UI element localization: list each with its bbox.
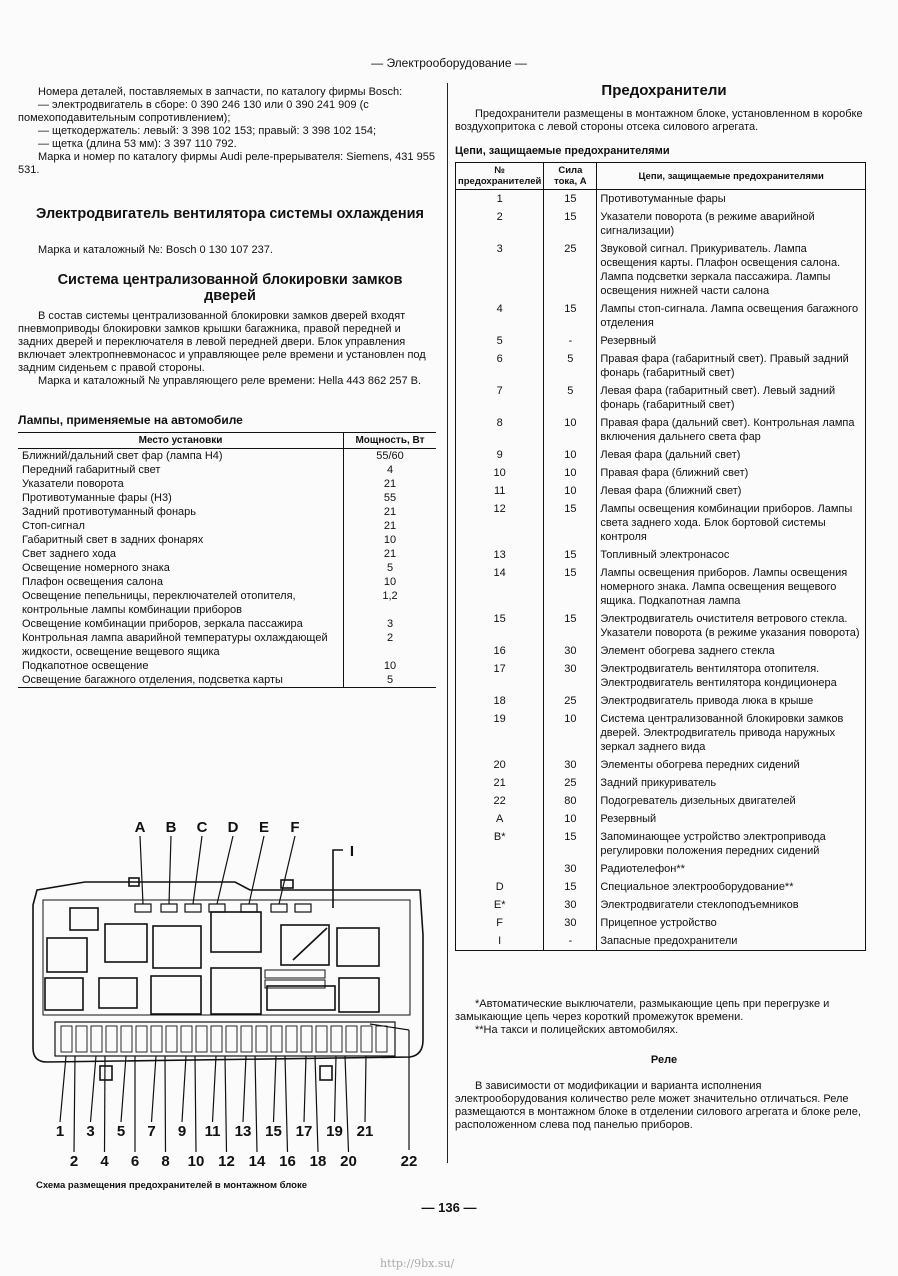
lamp-row: [18, 449, 436, 464]
parts-line: — щеткодержатель: левый: 3 398 102 153; правый: 3 398 102 154;: [38, 125, 377, 137]
diagram-label: B: [165, 819, 177, 836]
diagram-label: 12: [218, 1153, 235, 1170]
leader-line: [121, 1056, 126, 1122]
lamp-power: 10: [383, 534, 397, 546]
diagram-label: E: [258, 819, 270, 836]
lamp-place: Освещение пепельницы, переключателей отопителя, контрольные лампы комбинации приборов: [18, 589, 344, 617]
fuse-number: 12: [456, 500, 544, 546]
diagram-label: 14: [248, 1153, 266, 1170]
fuse-row: [456, 300, 866, 332]
fuse-slot: [316, 1026, 327, 1052]
fuse-current: 15: [544, 610, 597, 642]
fuse-circuit: Лампы освещения приборов. Лампы освещения номерного знака. Лампа освещения вещевого ящика. Подкапотная лампа: [597, 564, 866, 610]
fuse-number: А: [456, 810, 544, 828]
fuse-number: D: [456, 878, 544, 896]
fuse-slot: [301, 1026, 312, 1052]
fuse-row: [456, 208, 866, 240]
diagram-caption: Схема размещения предохранителей в монтажном блоке: [36, 1180, 307, 1191]
relay-text: В зависимости от модификации и варианта исполнения электрооборудования количество реле может значительно отличаться. Реле размещаются в монтажном блоке в отделении силового агрегата и блоке реле, расположенном слева под панелью приборов.: [455, 1080, 861, 1131]
fuse-number: 5: [456, 332, 544, 350]
fuse-current: 10: [544, 446, 597, 464]
fuse-circuit: Противотуманные фары: [597, 190, 866, 209]
fuse-row: [456, 642, 866, 660]
diagram-label: 4: [100, 1153, 109, 1170]
fuse-slot: [256, 1026, 267, 1052]
fuse-slot: [181, 1026, 192, 1052]
fuse-current: 25: [544, 692, 597, 710]
lamp-row: [18, 519, 436, 533]
diagram-label: D: [227, 819, 239, 836]
fuse-number: 3: [456, 240, 544, 300]
fuse-row: [456, 828, 866, 860]
parts-line: — щетка (длина 53 мм): 3 397 110 792.: [38, 138, 237, 150]
fuse-circuit: Правая фара (дальний свет). Контрольная лампа включения дальнего света фар: [597, 414, 866, 446]
fuse-row: [456, 710, 866, 756]
lock-title: Система централизованной блокировки замков дверей: [57, 272, 403, 304]
fuse-circuit: Левая фара (габаритный свет). Левый задний фонарь (габаритный свет): [597, 382, 866, 414]
fuse-circuit: Радиотелефон**: [597, 860, 866, 878]
diagram-label: 2: [69, 1153, 79, 1170]
fuse-circuit: Левая фара (ближний свет): [597, 482, 866, 500]
lamp-place: Подкапотное освещение: [18, 659, 344, 673]
fuse-circuit: Указатели поворота (в режиме аварийной сигнализации): [597, 208, 866, 240]
fuse-number: 11: [456, 482, 544, 500]
diagram-label: 15: [265, 1123, 282, 1140]
leader-line: [193, 836, 202, 904]
leader-line: [345, 1056, 349, 1152]
fuse-number: 9: [456, 446, 544, 464]
fuse-current: 80: [544, 792, 597, 810]
fuses-header-circuits: Цепи, защищаемые предохранителями: [597, 163, 866, 190]
fuse-circuit: Элемент обогрева заднего стекла: [597, 642, 866, 660]
fuse-row: [456, 482, 866, 500]
fuse-circuit: Электродвигатель очистителя ветрового стекла. Указатели поворота (в режиме указания поворота): [597, 610, 866, 642]
fuse-row: [456, 414, 866, 446]
leader-line: [217, 836, 233, 904]
lamp-place: Освещение номерного знака: [18, 561, 344, 575]
fuse-number: 21: [456, 774, 544, 792]
fuse-number: Е*: [456, 896, 544, 914]
fuse-row: [456, 792, 866, 810]
lamp-place: Свет заднего хода: [18, 547, 344, 561]
fuse-number: 19: [456, 710, 544, 756]
fuse-number: 4: [456, 300, 544, 332]
leader-line: [285, 1056, 288, 1152]
leader-line: [105, 1056, 106, 1152]
fuse-slot: [196, 1026, 207, 1052]
lamp-power: 5: [386, 562, 394, 574]
fuse-current: 5: [544, 350, 597, 382]
lamp-place: Указатели поворота: [18, 477, 344, 491]
fuse-circuit: Запоминающее устройство электропривода регулировки положения передних сидений: [597, 828, 866, 860]
fuse-row: [456, 878, 866, 896]
relay-title: Реле: [650, 1054, 678, 1066]
fuse-current: 30: [544, 860, 597, 878]
lamps-title: Лампы, применяемые на автомобиле: [18, 413, 243, 427]
diagram-label: I: [349, 843, 355, 860]
fuse-slot: [106, 1026, 117, 1052]
page-number: — 136 —: [421, 1200, 477, 1215]
fuse-current: 15: [544, 828, 597, 860]
diagram-label: C: [196, 819, 208, 836]
fuse-current: 15: [544, 546, 597, 564]
fuse-slot: [376, 1026, 387, 1052]
lamp-power: 5: [344, 673, 437, 688]
lamp-place: Освещение комбинации приборов, зеркала пассажира: [18, 617, 344, 631]
source-url[interactable]: http://9bx.su/: [380, 1257, 455, 1270]
fuse-number: 15: [456, 610, 544, 642]
fuse-circuit: Лампы освещения комбинации приборов. Лампы света заднего хода. Блок бортовой системы контроля: [597, 500, 866, 546]
lamp-place: Габаритный свет в задних фонарях: [18, 533, 344, 547]
fuses-header-current: Сила тока, А: [544, 163, 597, 190]
diagram-label: 19: [326, 1123, 343, 1140]
fuse-current: 10: [544, 710, 597, 756]
housing-outline: [33, 882, 423, 1062]
lamp-power: 1,2: [382, 590, 398, 602]
fuse-circuit: Электродвигатель привода люка в крыше: [597, 692, 866, 710]
fuses-table: [455, 162, 866, 951]
fuse-box-drawing: [25, 810, 425, 1185]
fuse-slot: [226, 1026, 237, 1052]
fuse-row: [456, 464, 866, 482]
parts-line: — электродвигатель в сборе: 0 390 246 130 или 0 390 241 909 (с помехоподавительным сопротивлением);: [18, 99, 369, 124]
fuse-row: [456, 660, 866, 692]
fuse-circuit: Элементы обогрева передних сидений: [597, 756, 866, 774]
lamp-row: [18, 533, 436, 547]
lamp-place: Задний противотуманный фонарь: [18, 505, 344, 519]
leader-line: [213, 1056, 217, 1122]
fuse-circuit: Система централизованной блокировки замков дверей. Электродвигатель привода наружных зеркал заднего вида: [597, 710, 866, 756]
leader-line: [335, 1056, 337, 1122]
leader-line: [140, 836, 143, 904]
parts-line: Марка и номер по каталогу фирмы Audi реле-прерывателя: Siemens, 431 955 531.: [18, 151, 435, 176]
leader-line: [249, 836, 264, 904]
fuse-slot: [151, 1026, 162, 1052]
fuse-row: [456, 914, 866, 932]
diagram-label: 5: [116, 1123, 126, 1140]
fuse-circuit: Правая фара (ближний свет): [597, 464, 866, 482]
diagram-label: 20: [340, 1153, 357, 1170]
fuse-row: [456, 896, 866, 914]
fuse-number: 6: [456, 350, 544, 382]
fuse-slot: [61, 1026, 72, 1052]
lamp-power: 21: [383, 548, 397, 560]
lamp-place: Ближний/дальний свет фар (лампа Н4): [18, 449, 344, 464]
column-divider: [447, 83, 448, 1163]
lamp-row: [18, 617, 436, 631]
fuse-circuit: Звуковой сигнал. Прикуриватель. Лампа освещения карты. Плафон освещения салона. Лампа подсветки зеркала пассажира. Лампы освещения нижней части салона: [597, 240, 866, 300]
leader-line: [60, 1056, 66, 1122]
diagram-label: 18: [309, 1153, 327, 1170]
fuse-number: I: [456, 932, 544, 951]
diagram-label: 3: [86, 1123, 95, 1140]
leader-line: [225, 1056, 227, 1152]
lamp-row: [18, 477, 436, 491]
fuse-current: 25: [544, 240, 597, 300]
fuse-circuit: Топливный электронасос: [597, 546, 866, 564]
lamps-header-power: Мощность, Вт: [344, 433, 437, 449]
fuse-row: [456, 350, 866, 382]
fuses-header-number: № предохранителей: [456, 163, 544, 190]
fuse-number: 8: [456, 414, 544, 446]
diagram-label: 8: [161, 1153, 170, 1170]
leader-line: [243, 1056, 246, 1122]
lamp-power: 2: [386, 632, 394, 644]
fuse-current: 30: [544, 896, 597, 914]
fuse-number: 16: [456, 642, 544, 660]
diagram-label: 9: [177, 1123, 187, 1140]
parts-block: [18, 86, 438, 177]
leader-line: [182, 1056, 186, 1122]
fuse-current: 10: [544, 482, 597, 500]
parts-intro: Номера деталей, поставляемых в запчасти, по каталогу фирмы Bosch:: [38, 86, 403, 98]
leader-line: [279, 836, 295, 904]
fuse-current: 30: [544, 756, 597, 774]
fuse-circuit: Левая фара (дальний свет): [597, 446, 866, 464]
fuse-current: 15: [544, 190, 597, 209]
fuse-circuit: Правая фара (габаритный свет). Правый задний фонарь (габаритный свет): [597, 350, 866, 382]
fuse-current: 10: [544, 464, 597, 482]
lamp-row: [18, 491, 436, 505]
leader-line: [74, 1056, 75, 1152]
circuits-title: Цепи, защищаемые предохранителями: [455, 145, 670, 157]
fuse-row: [456, 500, 866, 546]
fuse-box-diagram: [25, 810, 425, 1185]
lamp-row: [18, 561, 436, 575]
fuse-row: [456, 610, 866, 642]
lamp-place: Контрольная лампа аварийной температуры охлаждающей жидкости, освещение вещевого ящика: [18, 631, 344, 659]
lamp-place: Стоп-сигнал: [18, 519, 344, 533]
diagram-label: 21: [356, 1123, 374, 1140]
fuse-slot: [346, 1026, 357, 1052]
leader-line: [169, 836, 171, 904]
fuse-row: [456, 190, 866, 209]
fuse-row: [456, 810, 866, 828]
diagram-label: F: [290, 819, 300, 836]
fuse-slot: [286, 1026, 297, 1052]
fuse-row: [456, 382, 866, 414]
fuse-row: [456, 756, 866, 774]
lamp-row: [18, 631, 436, 659]
leader-line: [195, 1056, 196, 1152]
fuse-slot: [166, 1026, 177, 1052]
fuse-current: 30: [544, 914, 597, 932]
fuse-number: 13: [456, 546, 544, 564]
lamp-power: 21: [383, 520, 397, 532]
lamp-row: [18, 463, 436, 477]
leader-line: [91, 1056, 97, 1122]
leader-line: [304, 1056, 306, 1122]
fuse-row: [456, 564, 866, 610]
lamp-power: 21: [383, 478, 397, 490]
lamp-row: [18, 547, 436, 561]
fan-title: Электродвигатель вентилятора системы охлаждения: [36, 206, 424, 222]
diagram-label: 6: [130, 1153, 140, 1170]
fuse-circuit: Запасные предохранители: [597, 932, 866, 951]
fuses-title: Предохранители: [601, 82, 727, 99]
fuse-row: [456, 932, 866, 951]
diagram-label: 17: [295, 1123, 313, 1140]
fuse-current: 15: [544, 564, 597, 610]
lamps-table: [18, 432, 436, 688]
lamp-power: 55: [383, 492, 397, 504]
fuse-current: 15: [544, 300, 597, 332]
fuse-current: 15: [544, 878, 597, 896]
fuse-slot: [121, 1026, 132, 1052]
lamp-power: 21: [383, 506, 397, 518]
diagram-label: 7: [147, 1123, 156, 1140]
fuse-current: -: [544, 332, 597, 350]
fuse-current: -: [544, 932, 597, 951]
fuse-number: 7: [456, 382, 544, 414]
fuse-slot: [136, 1026, 147, 1052]
lamp-power: 55/60: [376, 450, 404, 462]
fuse-number: 14: [456, 564, 544, 610]
fuse-circuit: Специальное электрооборудование**: [597, 878, 866, 896]
diagram-label: 11: [204, 1123, 221, 1140]
leader-line: [274, 1056, 277, 1122]
diagram-label: 1: [55, 1123, 65, 1140]
fuse-circuit: Подогреватель дизельных двигателей: [597, 792, 866, 810]
fuse-number: F: [456, 914, 544, 932]
fuse-slot: [91, 1026, 102, 1052]
fuse-current: 10: [544, 414, 597, 446]
fuse-current: 5: [544, 382, 597, 414]
footnote-1: *Автоматические выключатели, размыкающие цепь при перегрузке и замыкающие цепь через короткий промежуток времени.: [455, 998, 830, 1023]
lamp-row: [18, 673, 436, 688]
lamp-place: Передний габаритный свет: [18, 463, 344, 477]
fuse-slot: [361, 1026, 372, 1052]
lamp-power: 3: [386, 618, 394, 630]
fuse-number: 2: [456, 208, 544, 240]
fuse-slot: [211, 1026, 222, 1052]
fuse-number: 17: [456, 660, 544, 692]
fan-text: Марка и каталожный №: Bosch 0 130 107 237.: [38, 244, 273, 256]
fuse-circuit: Электродвигатель вентилятора отопителя. Электродвигатель вентилятора кондиционера: [597, 660, 866, 692]
diagram-label: A: [134, 819, 146, 836]
fuse-row: [456, 332, 866, 350]
leader-line: [255, 1056, 257, 1152]
lamp-row: [18, 659, 436, 673]
diagram-label: 22: [400, 1153, 418, 1170]
fuse-current: 30: [544, 642, 597, 660]
fuse-circuit: Электродвигатели стеклоподъемников: [597, 896, 866, 914]
fuse-slot: [76, 1026, 87, 1052]
lamp-power: 10: [383, 660, 397, 672]
fuse-circuit: Прицепное устройство: [597, 914, 866, 932]
fuse-current: 10: [544, 810, 597, 828]
leader-line: [315, 1056, 318, 1152]
fuse-number: 18: [456, 692, 544, 710]
fuse-number: 10: [456, 464, 544, 482]
lamp-power: 4: [386, 464, 394, 476]
fuse-current: 25: [544, 774, 597, 792]
fuse-row: [456, 774, 866, 792]
fuse-number: В*: [456, 828, 544, 860]
fuse-row: [456, 240, 866, 300]
lamp-place: Освещение багажного отделения, подсветка карты: [18, 673, 344, 688]
lamps-header-place: Место установки: [18, 433, 344, 449]
fuse-number: 22: [456, 792, 544, 810]
fuses-text: Предохранители размещены в монтажном блоке, установленном в коробке воздухопритока с левой стороны отсека силового агрегата.: [455, 108, 863, 133]
leader-line: [365, 1056, 366, 1122]
leader-line: [152, 1056, 157, 1122]
diagram-label: 13: [234, 1123, 252, 1140]
fuse-number: 20: [456, 756, 544, 774]
lock-text: В состав системы централизованной блокировки замков дверей входят пневмоприводы блокировки замков крышки багажника, правой передней и задних дверей и переключателя в левой передней двери. Блок управления включает электропневмонасос и управляющее реле времени и установлен под задним сиденьем с правой стороны. Марка и каталожный № управляющего реле времени: Hella 443 862 257 В.: [18, 310, 426, 387]
lamp-place: Противотуманные фары (Н3): [18, 491, 344, 505]
fuse-circuit: Резервный: [597, 332, 866, 350]
fuse-circuit: Резервный: [597, 810, 866, 828]
lamp-power: 10: [383, 576, 397, 588]
diagram-label: 16: [279, 1153, 296, 1170]
fuse-row: [456, 446, 866, 464]
fuse-circuit: Лампы стоп-сигнала. Лампа освещения багажного отделения: [597, 300, 866, 332]
lamp-place: Плафон освещения салона: [18, 575, 344, 589]
fuse-current: 30: [544, 660, 597, 692]
fuse-row: [456, 860, 866, 878]
fuse-row: [456, 692, 866, 710]
fuse-number: 1: [456, 190, 544, 209]
fuse-number: [456, 860, 544, 878]
fuse-slot: [241, 1026, 252, 1052]
fuse-circuit: Задний прикуриватель: [597, 774, 866, 792]
fuse-row: [456, 546, 866, 564]
diagram-label: 10: [187, 1153, 205, 1170]
fuse-current: 15: [544, 500, 597, 546]
fuse-slot: [271, 1026, 282, 1052]
lamp-row: [18, 505, 436, 519]
footnotes: [455, 998, 873, 1037]
leader-line: [165, 1056, 166, 1152]
running-header: — Электрооборудование —: [371, 56, 527, 70]
lamp-row: [18, 589, 436, 617]
fuse-slot: [331, 1026, 342, 1052]
fuse-current: 15: [544, 208, 597, 240]
footnote-2: **На такси и полицейских автомобилях.: [475, 1024, 679, 1036]
lamp-row: [18, 575, 436, 589]
